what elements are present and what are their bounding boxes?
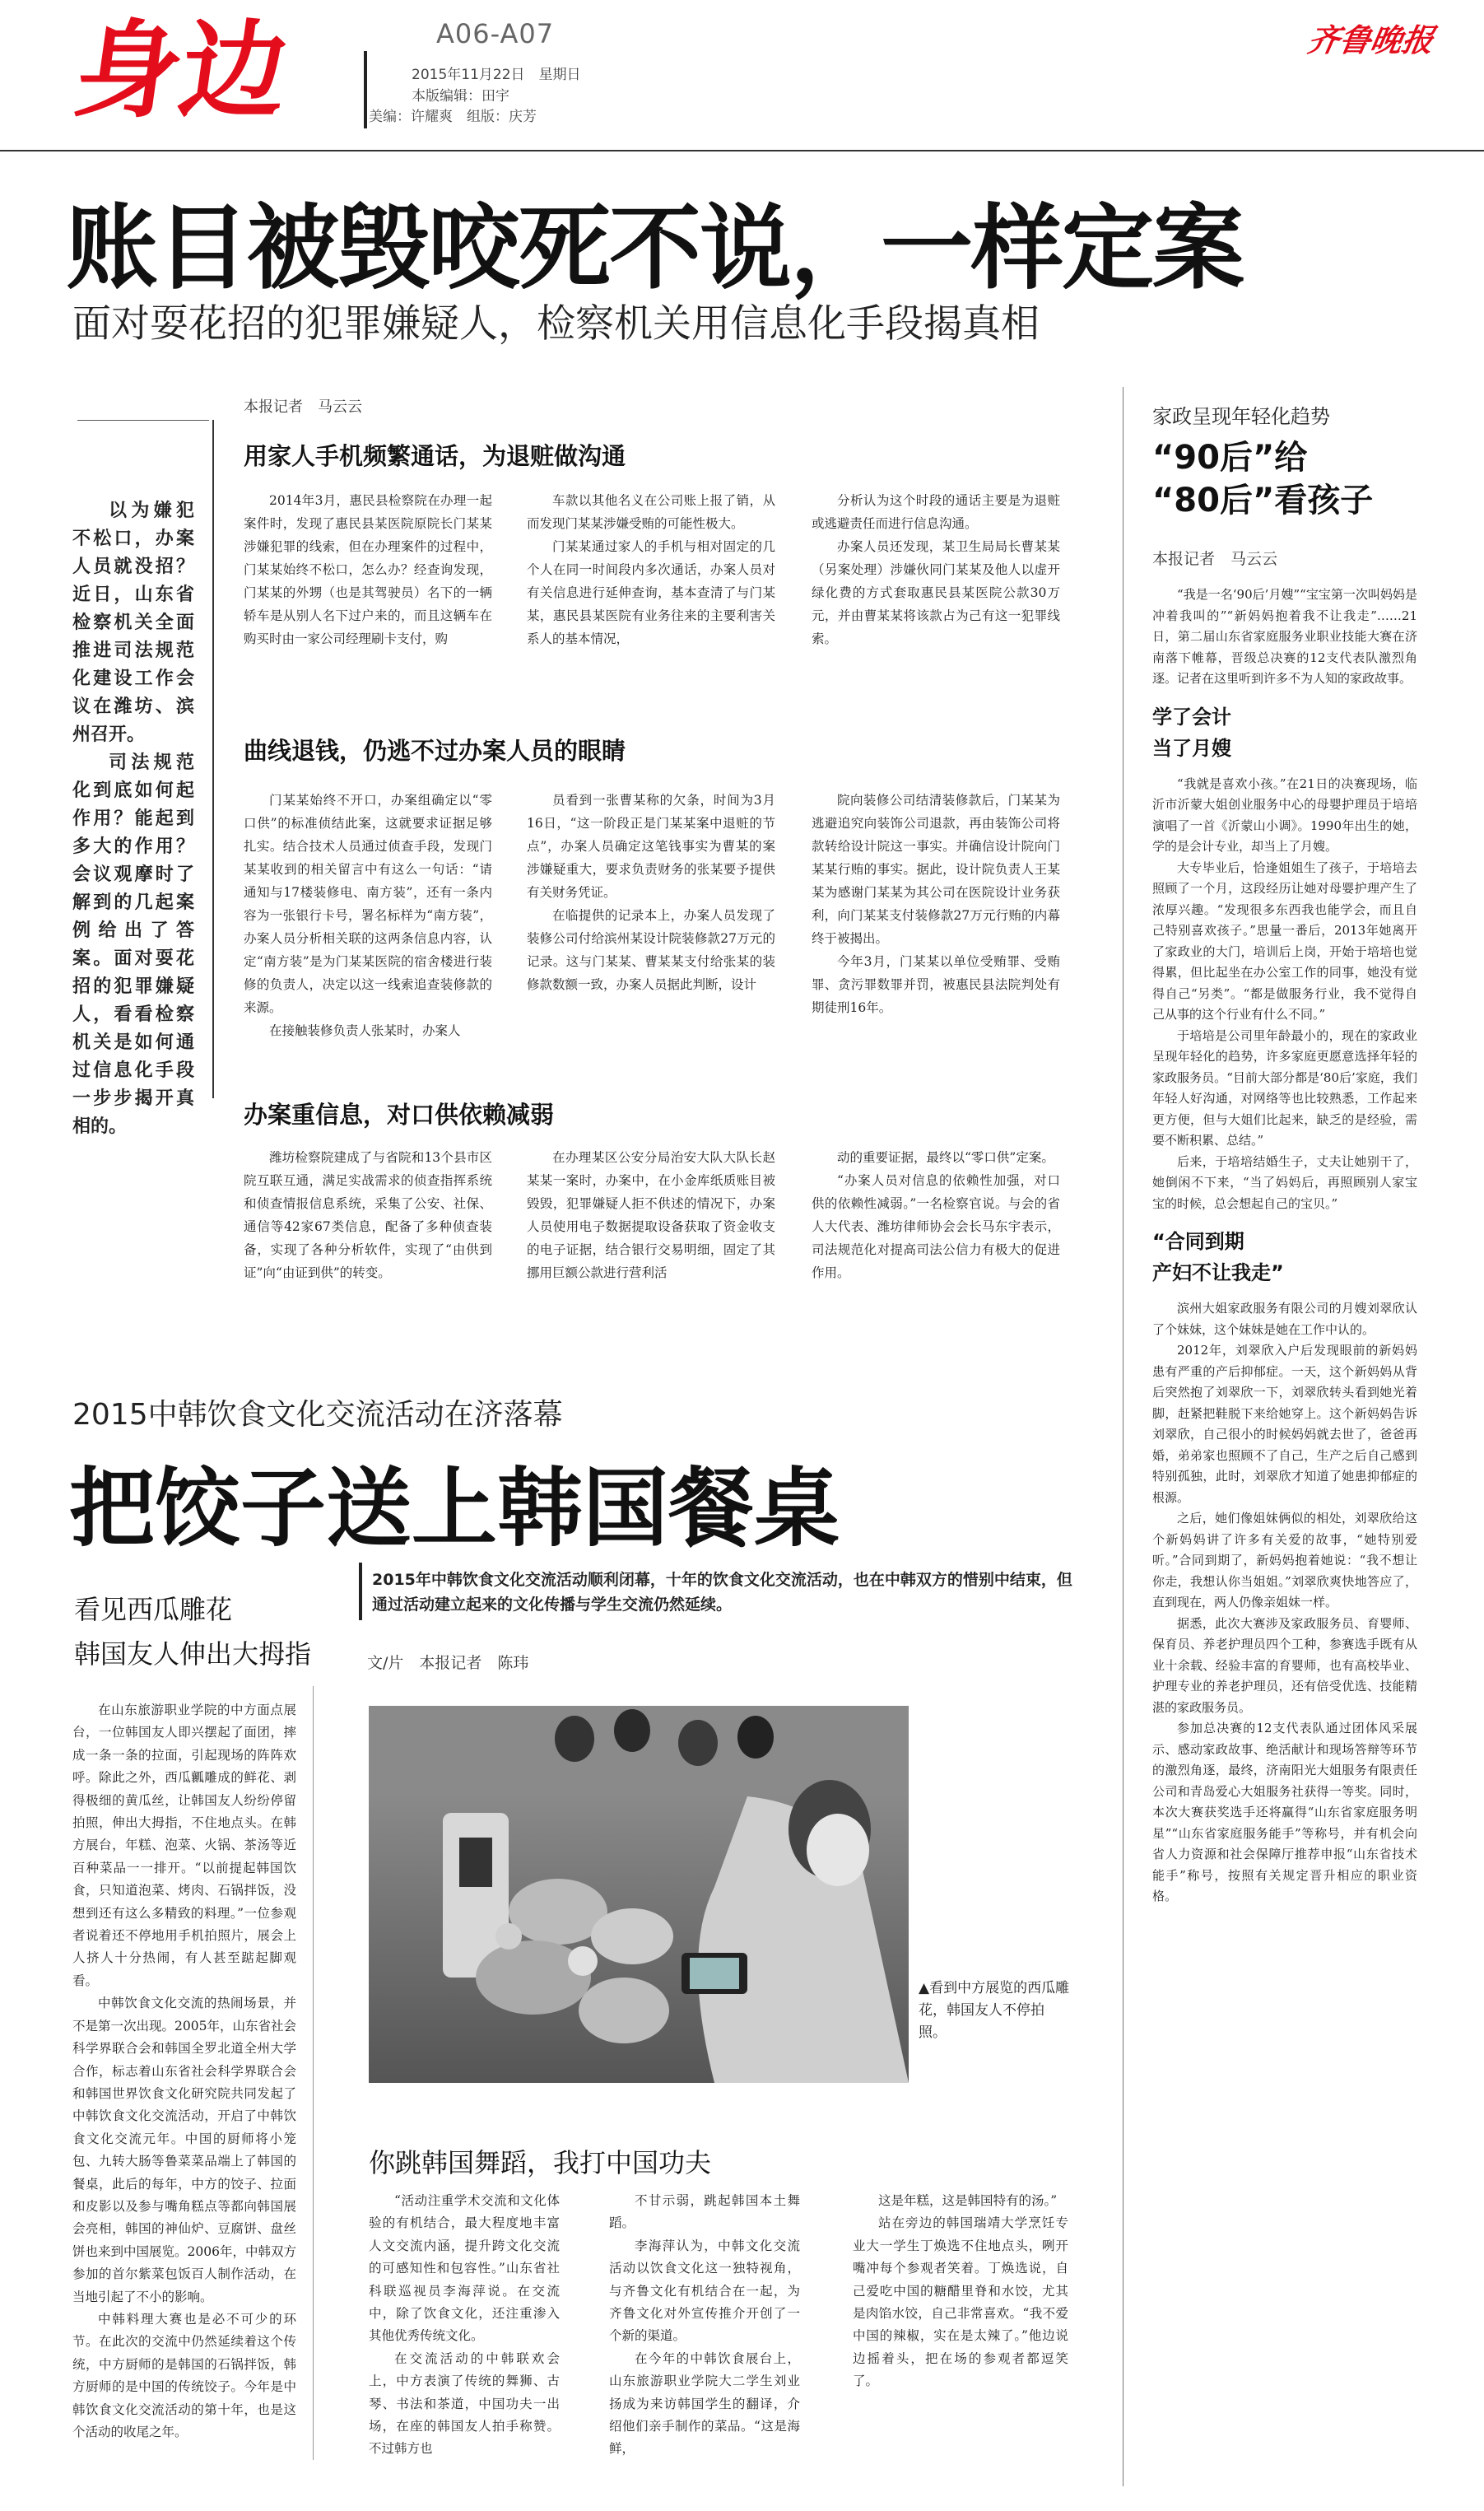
body-paragraph: 大专毕业后，恰逢姐姐生了孩子，于培培去照顾了一个月，这段经历让她对母婴护理产生了浓厚兴趣。“发现很多东西我也能学会，而且自己特别喜欢孩子。”思量一番后，2013年她离开了家政业的大门，培训后上岗，开始于培培也觉得累，但比起坐在办公室工作的同事，她没有觉得自己“另类”。“都是做服务行业，我不觉得自己从事的这个行业有什么不同。” <box>1152 860 1417 1022</box>
body-paragraph: 参加总决赛的12支代表队通过团体风采展示、感动家政故事、绝活献计和现场答辩等环节的激烈角逐，最终，济南阳光大姐服务有限责任公司和青岛爱心大姐服务社获得一等奖。同时，本次大赛获奖选手还将赢得“山东省家庭服务明星”“山东省家庭服务能手”等称号，并有机会向省人力资源和社会保障厅推荐申报“山东省技术能手”称号，按照有关规定晋升相应的职业资格。 <box>1152 1721 1417 1903</box>
body-paragraph: 在山东旅游职业学院的中方面点展台，一位韩国友人即兴摆起了面团，摔成一条一条的拉面，引起现场的阵阵欢呼。除此之外，西瓜瓤雕成的鲜花、剥得极细的黄瓜丝，让韩国友人纷纷停留拍照，伸出大拇指，不住地点头。在韩方展台，年糕、泡菜、火锅、茶汤等近百种菜品一一排开。“以前提起韩国饮食，只知道泡菜、烤肉、石锅拌饭，没想到还有这么多精致的料理。”一位参观者说着还不停地用手机拍照片，展会上人挤人十分热闹，有人甚至踮起脚观看。 <box>72 1703 296 1988</box>
body-paragraph: 站在旁边的韩国瑞靖大学烹饪专业大一学生丁焕选不住地点头，咧开嘴冲每个参观者笑着。丁焕选说，自己爱吃中国的糖醋里脊和水饺，尤其是肉馅水饺，自己非常喜欢。“我不爱中国的辣椒，实在是太辣了。”他边说边摇着头，把在场的参观者都逗笑了。 <box>853 2215 1068 2389</box>
main-intro <box>72 497 194 1141</box>
masthead-divider <box>0 150 1484 151</box>
section-column <box>244 789 492 1078</box>
body-paragraph: 潍坊检察院建成了与省院和13个县市区院互联互通，满足实战需求的侦查指挥系统和侦查情报信息系统，采集了公安、社保、通信等42家67类信息，配备了多种侦查装备，实现了各种分析软件，实现了“由供到证”向“由证到供”的转变。 <box>244 1150 492 1280</box>
page-editor: 本版编辑：田宇 <box>412 88 509 105</box>
body-paragraph: 之后，她们像姐妹俩似的相处，刘翠欣给这个新妈妈讲了许多有关爱的故事，“她特别爱听。”合同到期了，新妈妈抱着她说：“我不想让你走，我想认你当姐姐。”刘翠欣爽快地答应了，直到现在，两人仍像亲姐妹一样。 <box>1152 1511 1417 1610</box>
photo-illustration <box>369 1706 909 2083</box>
korea-left-sub: 韩国友人伸出大拇指 <box>74 1638 312 1670</box>
korea-right-column <box>853 2190 1068 2493</box>
body-paragraph: “办案人员对信息的依赖性加强，对口供的依赖性减弱。”一名检察官说。与会的省人大代表、潍坊律师协会会长马东宇表示，司法规范化对提高司法公信力有极大的促进作用。 <box>812 1173 1060 1280</box>
korea-right-column <box>369 2190 560 2493</box>
section-logo-art <box>66 15 342 120</box>
body-paragraph: 门某某通过家人的手机与相对固定的几个人在同一时间段内多次通话，办案人员对有关信息进行延伸查询，基本查清了与门某某，惠民县某医院有业务往来的主要利害关系人的基本情况， <box>527 539 775 646</box>
body-paragraph: 门某某始终不开口，办案组确定以“零口供”的标准侦结此案，这就要求证据足够扎实。结合技术人员通过侦查手段，发现门某某收到的相关留言中有这么一句话：“请通知与17楼装修电、南方装”，还有一条内容为一张银行卡号，署名标样为“南方装”，办案人员分析相关联的这两条信息内容，认定“南方装”是为门某某医院的宿舍楼进行装修的负责人，决定以这一线索追查装修款的来源。 <box>244 793 492 1015</box>
sidebar-kicker: 家政呈现年轻化趋势 <box>1152 405 1330 428</box>
sidebar-headline: “80后”看孩子 <box>1152 482 1374 519</box>
section-logo <box>66 15 342 120</box>
section-column <box>527 1146 775 1353</box>
section-logo-text: 身边 <box>67 15 295 120</box>
intro-top-rule <box>77 420 209 421</box>
section-column <box>244 1146 492 1353</box>
photo-caption: ▲看到中方展览的西瓜雕花，韩国友人不停拍照。 <box>919 1980 1070 2041</box>
body-paragraph: 在交流活动的中韩联欢会上，中方表演了传统的舞狮、古琴、书法和茶道，中国功夫一出场，在座的韩国友人拍手称赞。不过韩方也 <box>369 2350 560 2457</box>
issue-date: 2015年11月22日 星期日 <box>412 67 581 83</box>
body-paragraph: 车款以其他名义在公司账上报了销，从而发现门某某涉嫌受贿的可能性极大。 <box>527 493 775 531</box>
sidebar-column <box>1152 585 1417 2486</box>
body-paragraph: “我就是喜欢小孩。”在21日的决赛现场，临沂市沂蒙大姐创业服务中心的母婴护理员于培培演唱了一首《沂蒙山小调》。1990年出生的她，学的是会计专业，却当上了月嫂。 <box>1152 776 1417 854</box>
section-column <box>244 489 492 746</box>
section-title: 办案重信息，对口供依赖减弱 <box>244 1101 555 1129</box>
body-paragraph: 2012年，刘翠欣入户后发现眼前的新妈妈患有严重的产后抑郁症。一天，这个新妈妈从背后突然抱了刘翠欣一下，刘翠欣转头看到她光着脚，赶紧把鞋脱下来给她穿上。这个新妈妈告诉刘翠欣，自己很小的时候妈妈就去世了，爸爸再婚，弟弟家也照顾不了自己，生产之后自己感到特别孤独，此时，刘翠欣才知道了她患抑郁症的根源。 <box>1152 1343 1417 1505</box>
body-paragraph: 在接触装修负责人张某时，办案人 <box>269 1023 461 1038</box>
section-column <box>812 789 1060 1078</box>
sidebar-sub: 产妇不让我走” <box>1152 1261 1284 1284</box>
body-paragraph: 办案人员还发现，某卫生局局长曹某某（另案处理）涉嫌伙同门某某及他人以虚开绿化费的方式套取惠民县某医院公款30万元，并由曹某某将该款占为己有这一犯罪线索。 <box>812 539 1060 646</box>
korea-kicker: 2015中韩饮食文化交流活动在济落幕 <box>72 1398 563 1432</box>
body-paragraph: 这是年糕，这是韩国特有的汤。” <box>878 2193 1058 2208</box>
body-paragraph: 后来，于培培结婚生子，丈夫让她别干了，她倒闲不下来，“当了妈妈后，再照顾别人家宝宝的时候，总会想起自己的宝贝。” <box>1152 1153 1417 1211</box>
korea-right-column <box>609 2190 800 2493</box>
section-column <box>812 489 1060 746</box>
intro-paragraph: 以为嫌犯不松口，办案人员就没招？近日，山东省检察机关全面推进司法规范化建设工作会议在潍坊、滨州召开。 <box>72 501 194 745</box>
intro-right-rule <box>212 420 214 1098</box>
body-paragraph: 今年3月，门某某以单位受贿罪、受贿罪、贪污罪数罪并罚，被惠民县法院判处有期徒刑16年。 <box>812 954 1060 1015</box>
body-paragraph: 中韩料理大赛也是必不可少的环节。在此次的交流中仍然延续着这个传统，中方厨师的是韩国的石锅拌饭，韩方厨师的是中国的传统饺子。今年是中韩饮食文化交流活动的第十年，也是这个活动的收尾之年。 <box>72 2311 296 2439</box>
body-paragraph: 在临提供的记录本上，办案人员发现了装修公司付给滨州某设计院装修款27万元的记录。这与门某某、曹某某支付给张某的装修款数额一致，办案人员据此判断，设计 <box>527 908 775 992</box>
korea-byline: 文/片 本报记者 陈玮 <box>367 1654 529 1672</box>
masthead-rule <box>364 51 367 128</box>
sidebar-headline: “90后”给 <box>1152 439 1308 477</box>
korea-photo <box>369 1706 909 2083</box>
body-paragraph: 于培培是公司里年龄最小的，现在的家政业呈现年轻化的趋势，许多家庭更愿意选择年轻的家政服务员。“目前大部分都是‘80后’家庭，我们年轻人好沟通，对网络等也比较熟悉，工作起来更方便，但与大姐们比起来，缺乏的是经验，需要不断积累、总结。” <box>1152 1027 1417 1148</box>
body-paragraph: 据悉，此次大赛涉及家政服务员、育婴师、保育员、养老护理员四个工种，参赛选手既有从业十余载、经验丰富的育婴师，也有高校毕业、护理专业的养老护理员，还有倍受优选、技能精湛的家政服务员。 <box>1152 1615 1417 1715</box>
intro-paragraph: 司法规范化到底如何起作用？能起到多大的作用？会议观摩时了解到的几起案例给出了答案。面对耍花招的犯罪嫌疑人，看看检察机关是如何通过信息化手段一步步揭开真相的。 <box>72 752 194 1137</box>
body-paragraph: 在办理某区公安分局治安大队大队长赵某某一案时，办案中，在小金库纸质账目被毁毁，犯罪嫌疑人拒不供述的情况下，办案人员使用电子数据提取设备获取了资金收支的电子证据，结合银行交易明细，固定了其挪用巨额公款进行营利活 <box>527 1150 775 1280</box>
korea-headline: 把饺子送上韩国餐桌 <box>69 1458 840 1558</box>
body-paragraph: 在今年的中韩饮食展台上，山东旅游职业学院大二学生刘业扬成为来访韩国学生的翻译，介绍他们亲手制作的菜品。“这是海鲜， <box>609 2350 800 2457</box>
body-paragraph: 滨州大姐家政服务有限公司的月嫂刘翠欣认了个妹妹，这个妹妹是她在工作中认的。 <box>1152 1301 1417 1337</box>
section-title: 用家人手机频繁通话，为退赃做沟通 <box>244 442 626 470</box>
section-column <box>527 489 775 746</box>
korea-left-rule <box>313 1686 314 2460</box>
sidebar-sub: “合同到期 <box>1152 1230 1244 1253</box>
section-column <box>812 1146 1060 1353</box>
body-paragraph: 2014年3月，惠民县检察院在办理一起案件时，发现了惠民县某医院原院长门某某涉嫌犯罪的线索，但在办理案件的过程中，门某某始终不松口，怎么办？经查询发现，门某某的外甥（也是其驾驶员）名下的一辆轿车是从别人名下过户来的，而且这辆车在购买时由一家公司经理刷卡支付，购 <box>244 493 492 646</box>
page-design: 美编：许耀爽 组版：庆芳 <box>369 109 537 125</box>
sidebar-byline: 本报记者 马云云 <box>1152 550 1278 568</box>
paper-logo: 齐鲁晚报 <box>1305 21 1437 58</box>
body-paragraph: 动的重要证据，最终以“零口供”定案。 <box>837 1150 1054 1165</box>
main-subheadline: 面对耍花招的犯罪嫌疑人，检察机关用信息化手段揭真相 <box>72 301 1040 347</box>
body-paragraph: 李海萍认为，中韩文化交流活动以饮食文化这一独特视角，与齐鲁文化有机结合在一起，为齐鲁文化对外宣传推介开创了一个新的渠道。 <box>609 2238 800 2344</box>
korea-lead: 2015年中韩饮食文化交流活动顺利闭幕，十年的饮食文化交流活动，也在中韩双方的惜别中结束，但通过活动建立起来的文化传播与学生交流仍然延续。 <box>372 1571 1072 1614</box>
body-paragraph: “活动注重学术交流和文化体验的有机结合，最大程度地丰富人文交流内涵，提升跨文化交流的可感知性和包容性。”山东省社科联巡视员李海萍说。在交流中，除了饮食文化，还注重渗入其他优秀传统文化。 <box>369 2193 560 2344</box>
body-paragraph: “我是一名‘90后’月嫂”“宝宝第一次叫妈妈是冲着我叫的”“新妈妈抱着我不让我走”……21日，第二届山东省家庭服务业职业技能大赛在济南落下帷幕，晋级总决赛的12支代表队激烈角逐。记者在这里听到许多不为人知的家政故事。 <box>1152 587 1417 686</box>
korea-left-sub: 看见西瓜雕花 <box>74 1594 233 1625</box>
section-title: 曲线退钱，仍逃不过办案人员的眼睛 <box>244 737 626 765</box>
body-paragraph: 中韩饮食文化交流的热闹场景，并不是第一次出现。2005年，山东省社会科学界联合会和韩国全罗北道全州大学合作，标志着山东省社会科学界联合会和韩国世界饮食文化研究院共同发起了中韩饮食文化交流活动，开启了中韩饮食文化交流元年。中国的厨师将小笼包、九转大肠等鲁菜菜品端上了韩国的餐桌，此后的每年，中方的饺子、拉面和皮影以及参与嘴角糕点等都向韩国展会亮相，韩国的神仙炉、豆腐饼、盘丝饼也来到中国展览。2006年，中韩双方参加的首尔紫菜包饭百人制作活动，在当地引起了不小的影响。 <box>72 1996 296 2304</box>
body-paragraph: 员看到一张曹某称的欠条，时间为3月16日，“这一阶段正是门某某案中退赃的节点”，办案人员确定这笔钱事实为曹某的案涉嫌疑重大，要求负责财务的张某要予提供有关财务凭证。 <box>527 793 775 900</box>
section-column <box>527 789 775 1078</box>
page-range: A06-A07 <box>436 18 555 49</box>
body-paragraph: 分析认为这个时段的通话主要是为退赃或逃避责任而进行信息沟通。 <box>812 493 1060 531</box>
korea-left-column <box>72 1699 296 2490</box>
korea-lead-rule <box>359 1563 362 1620</box>
body-paragraph: 不甘示弱，跳起韩国本土舞蹈。 <box>609 2193 800 2231</box>
main-headline: 账目被毁咬死不说，一样定案 <box>66 195 1243 302</box>
main-byline: 本报记者 马云云 <box>244 398 362 416</box>
sidebar-sub: 学了会计 <box>1152 705 1231 729</box>
korea-right-sub: 你跳韩国舞蹈，我打中国功夫 <box>369 2147 712 2178</box>
sidebar-sub: 当了月嫂 <box>1152 736 1231 760</box>
body-paragraph: 院向装修公司结清装修款后，门某某为逃避追究向装饰公司退款，再由装饰公司将款转给设计院这一事实。并确信设计院向门某某行贿的事实。据此，设计院负责人王某某为感谢门某某为其公司在医院设计业务获利，向门某某支付装修款27万元行贿的内幕终于被揭出。 <box>812 793 1060 946</box>
